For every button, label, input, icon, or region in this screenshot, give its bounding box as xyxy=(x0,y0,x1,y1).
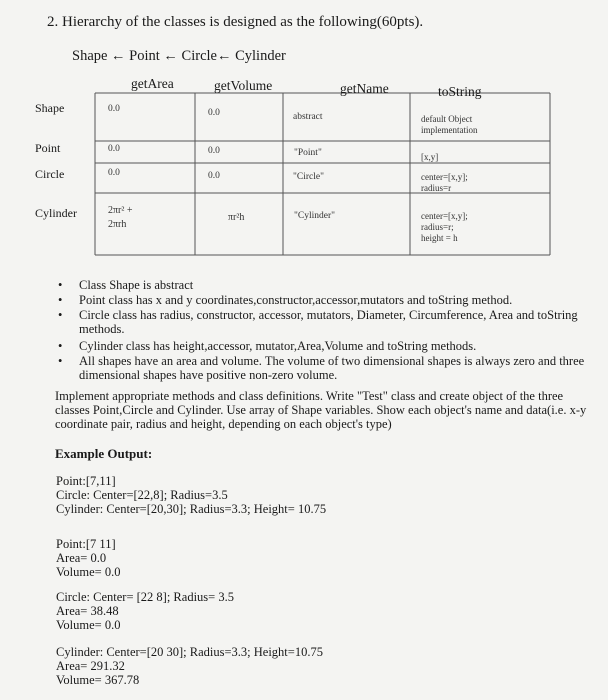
table-grid xyxy=(0,0,608,270)
cell-cylinder-volume: πr²h xyxy=(228,212,245,223)
list-item: • All shapes have an area and volume. The volume of two dimensional shapes is always zero and three dimensional shapes have positive non-zero volume. xyxy=(58,354,585,382)
bullet-icon: • xyxy=(58,293,63,307)
cell-circle-getname: "Circle" xyxy=(293,172,324,182)
output-block-3: Circle: Center= [22 8]; Radius= 3.5 Area= 38.48 Volume= 0.0 xyxy=(56,590,234,632)
list-item: • Class Shape is abstract xyxy=(58,278,194,292)
list-item: • Circle class has radius, constructor, accessor, mutators, Diameter, Circumference, Area and toString methods. xyxy=(58,308,578,336)
cell-circle-area: 0.0 xyxy=(108,168,120,178)
list-item: • Point class has x and y coordinates,constructor,accessor,mutators and toString method. xyxy=(58,293,513,307)
bullet-icon: • xyxy=(58,308,63,322)
output-block-2: Point:[7 11] Area= 0.0 Volume= 0.0 xyxy=(56,537,121,579)
bullet-icon: • xyxy=(58,339,63,353)
question-heading: 2. Hierarchy of the classes is designed as the following(60pts). xyxy=(47,14,424,30)
cell-circle-tostring: center=[x,y]; radius=r xyxy=(421,172,468,193)
requirements-list xyxy=(55,278,595,382)
col-header-getarea: getArea xyxy=(131,76,174,91)
cell-circle-volume: 0.0 xyxy=(208,171,220,181)
implementation-paragraph: Implement appropriate methods and class definitions. Write "Test" class and create object of the three classes Point,Circle and Cylinder. Use array of Shape variables. Show each object's name and data(i.e. x-y coordinate pair, radius and height, depending on each object's type) xyxy=(55,389,587,431)
cell-point-getname: "Point" xyxy=(294,148,322,158)
bullet-icon: • xyxy=(58,278,63,292)
row-header-point: Point xyxy=(35,141,61,155)
col-header-tostring: toString xyxy=(438,84,482,99)
example-output-label: Example Output: xyxy=(55,446,153,461)
col-header-getname: getName xyxy=(340,81,389,96)
row-header-shape: Shape xyxy=(35,101,65,115)
cell-shape-volume: 0.0 xyxy=(208,108,220,118)
output-block-1: Point:[7,11] Circle: Center=[22,8]; Radius=3.5 Cylinder: Center=[20,30]; Radius=3.3; Height= 10.75 xyxy=(56,474,327,516)
col-header-getvolume: getVolume xyxy=(214,78,273,93)
cell-shape-getname: abstract xyxy=(293,112,323,122)
cell-shape-tostring: default Object implementation xyxy=(421,114,478,135)
cell-cylinder-area: 2πr² + 2πrh xyxy=(108,205,133,230)
cell-cylinder-getname: "Cylinder" xyxy=(294,211,336,221)
cell-point-area: 0.0 xyxy=(108,144,120,154)
class-hierarchy: Shape ← Point ← Circle← Cylinder xyxy=(72,48,286,64)
list-item: • Cylinder class has height,accessor, mutator,Area,Volume and toString methods. xyxy=(58,339,477,353)
cell-point-volume: 0.0 xyxy=(208,146,220,156)
output-block-4: Cylinder: Center=[20 30]; Radius=3.3; Height=10.75 Area= 291.32 Volume= 367.78 xyxy=(56,645,323,687)
bullet-icon: • xyxy=(58,354,63,368)
row-header-circle: Circle xyxy=(35,167,65,181)
row-header-cylinder: Cylinder xyxy=(35,206,77,220)
cell-point-tostring: [x,y] xyxy=(421,152,439,162)
cell-cylinder-tostring: center=[x,y]; radius=r; height = h xyxy=(421,211,468,243)
cell-shape-area: 0.0 xyxy=(108,104,120,114)
